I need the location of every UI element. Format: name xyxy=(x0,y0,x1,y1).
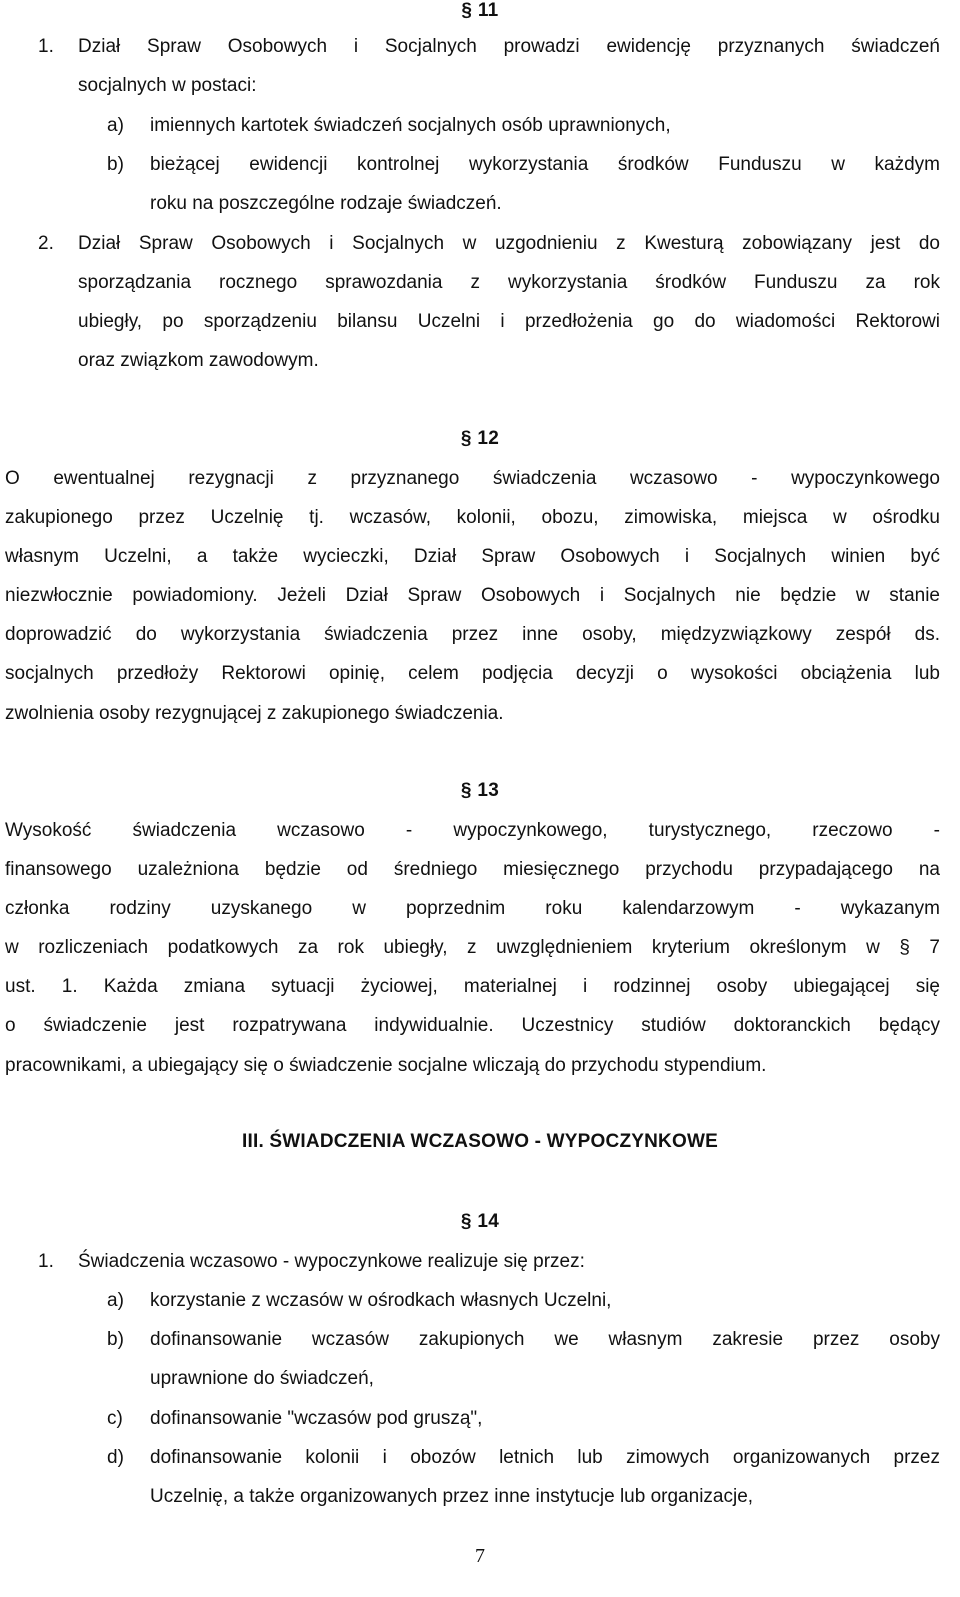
item-number: 2. xyxy=(38,233,54,254)
section-heading-13: § 13 xyxy=(460,780,500,801)
page-number: 7 xyxy=(475,1545,485,1567)
paragraph-line: O ewentualnej rezygnacji z przyznanego świadczenia wczasowo - wypoczynkowego xyxy=(5,468,940,489)
paragraph-line: o świadczenie jest rozpatrywana indywidualnie. Uczestnicy studiów doktoranckich będący xyxy=(5,1015,940,1036)
list-item: dofinansowanie "wczasów pod gruszą", xyxy=(150,1408,483,1429)
paragraph-line: członka rodziny uzyskanego w poprzednim roku kalendarzowym - wykazanym xyxy=(5,898,940,919)
paragraph-line: socjalnych w postaci: xyxy=(78,75,257,96)
paragraph-line: ust. 1. Każda zmiana sytuacji życiowej, materialnej i rodzinnej osoby ubiegającej się xyxy=(5,976,940,997)
chapter-title: III. ŚWIADCZENIA WCZASOWO - WYPOCZYNKOWE xyxy=(242,1131,718,1152)
list-label: d) xyxy=(107,1447,124,1468)
paragraph-line: oraz związkom zawodowym. xyxy=(78,350,319,371)
list-item: imiennych kartotek świadczeń socjalnych osób uprawnionych, xyxy=(150,115,671,136)
list-label: a) xyxy=(107,1290,124,1311)
paragraph-line: ubiegły, po sporządzeniu bilansu Uczelni i przedłożenia go do wiadomości Rektorowi xyxy=(78,311,940,332)
paragraph-line: socjalnych przedłoży Rektorowi opinię, celem podjęcia decyzji o wysokości obciążenia lub xyxy=(5,663,940,684)
list-item-continued: roku na poszczególne rodzaje świadczeń. xyxy=(150,193,502,214)
list-item-continued: uprawnione do świadczeń, xyxy=(150,1368,374,1389)
paragraph-line: Wysokość świadczenia wczasowo - wypoczynkowego, turystycznego, rzeczowo - xyxy=(5,820,940,841)
list-item: dofinansowanie wczasów zakupionych we własnym zakresie przez osoby xyxy=(150,1329,940,1350)
list-label: a) xyxy=(107,115,124,136)
paragraph-line: zakupionego przez Uczelnię tj. wczasów, kolonii, obozu, zimowiska, miejsca w ośrodku xyxy=(5,507,940,528)
paragraph-line: doprowadzić do wykorzystania świadczenia przez inne osoby, międzyzwiązkowy zespół ds. xyxy=(5,624,940,645)
paragraph-line: Świadczenia wczasowo - wypoczynkowe realizuje się przez: xyxy=(78,1251,585,1272)
section-heading-12: § 12 xyxy=(460,428,500,449)
list-item: bieżącej ewidencji kontrolnej wykorzystania środków Funduszu w każdym xyxy=(150,154,940,175)
item-number: 1. xyxy=(38,36,54,57)
paragraph-line: Dział Spraw Osobowych i Socjalnych w uzgodnieniu z Kwesturą zobowiązany jest do xyxy=(78,233,940,254)
paragraph-line: niezwłocznie powiadomiony. Jeżeli Dział Spraw Osobowych i Socjalnych nie będzie w stanie xyxy=(5,585,940,606)
list-item: korzystanie z wczasów w ośrodkach własnych Uczelni, xyxy=(150,1290,612,1311)
paragraph-line: finansowego uzależniona będzie od średniego miesięcznego przychodu przypadającego na xyxy=(5,859,940,880)
list-label: b) xyxy=(107,154,124,175)
paragraph-line: sporządzania rocznego sprawozdania z wykorzystania środków Funduszu za rok xyxy=(78,272,940,293)
list-label: c) xyxy=(107,1408,123,1429)
paragraph-line: zwolnienia osoby rezygnującej z zakupionego świadczenia. xyxy=(5,703,504,724)
item-number: 1. xyxy=(38,1251,54,1272)
list-item-continued: Uczelnię, a także organizowanych przez inne instytucje lub organizacje, xyxy=(150,1486,754,1507)
section-heading-14: § 14 xyxy=(460,1211,500,1232)
list-item: dofinansowanie kolonii i obozów letnich lub zimowych organizowanych przez xyxy=(150,1447,940,1468)
paragraph-line: własnym Uczelni, a także wycieczki, Dział Spraw Osobowych i Socjalnych winien być xyxy=(5,546,940,567)
paragraph-line: pracownikami, a ubiegający się o świadczenie socjalne wliczają do przychodu stypendium. xyxy=(5,1055,767,1076)
section-heading-11: § 11 xyxy=(461,0,499,21)
paragraph-line: Dział Spraw Osobowych i Socjalnych prowadzi ewidencję przyznanych świadczeń xyxy=(78,36,940,57)
paragraph-line: w rozliczeniach podatkowych za rok ubiegły, z uwzględnieniem kryterium określonym w § 7 xyxy=(5,937,940,958)
list-label: b) xyxy=(107,1329,124,1350)
